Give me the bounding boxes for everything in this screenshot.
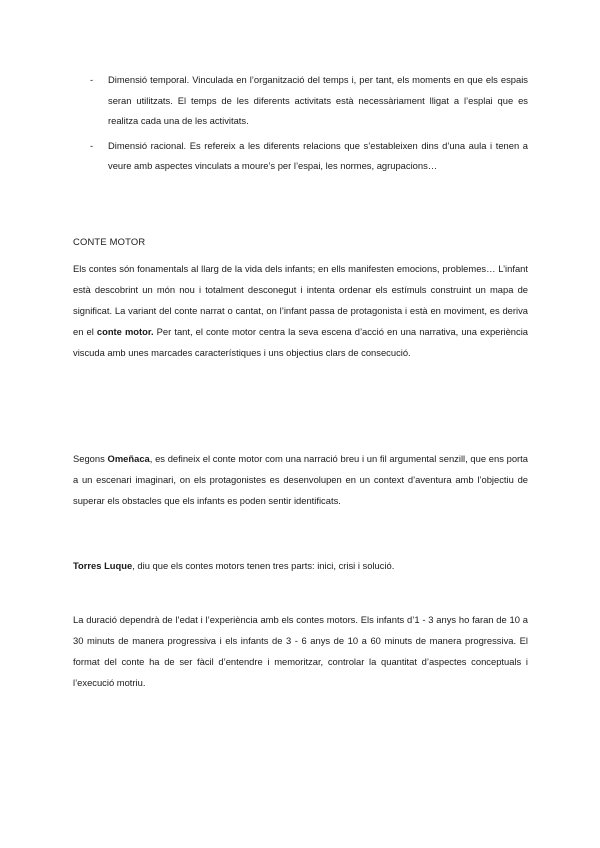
bold-author: Omeñaca [107,453,150,464]
paragraph-text: Els contes són fonamentals al llarg de la vida dels infants; en ells manifesten emocions, problemes… L’infant està descobrint un món nou i totalment desconegut i intenta ordenar els estímuls construint un mapa de significat. La variant del conte narrat o cantat, on l’infant passa de protagonista i està en moviment, es deriva en el [73,263,528,337]
bold-author: Torres Luque [73,560,133,571]
paragraph-text: , es defineix el conte motor com una narració breu i un fil argumental senzill, que ens porta a un escenari imaginari, on els protagonistes es desenvolupen en un context d’aventura amb l’objectiu de superar els obstacles que els infants es poden sentir identificats. [73,453,529,506]
dimension-list [90,70,528,181]
paragraph-contes [73,258,528,363]
paragraph-text: Per tant, el conte motor centra la seva escena d’acció en una narrativa, una experiència viscuda amb unes marcades característiques i uns objectius clars de consecució. [73,326,529,358]
paragraph-text: , diu que els contes motors tenen tres parts: inici, crisi i solució. [132,560,395,571]
list-dash: - [90,74,94,85]
list-item-racional [90,136,528,177]
list-item-text: Dimensió racional. Es refereix a les diferents relacions que s’estableixen dins d’una aula i tenen a veure amb aspectes vinculats a moure’s per l’espai, les normes, agrupacions… [108,139,528,172]
bold-term: conte motor. [96,326,154,337]
list-item-temporal [90,70,528,132]
paragraph-text: Segons [73,453,108,464]
list-item-text: Dimensió temporal. Vinculada en l’organització del temps i, per tant, els moments en que els espais seran utilitzats. El temps de les diferents activitats està necessàriament lligat a l’esplai que es realitza cada una de les activitats. [108,74,528,127]
paragraph-duracio: La duració dependrà de l’edat i l’experiència amb els contes motors. Els infants d’1 - 3 anys ho faran de 10 a 30 minuts de manera progressiva i els infants de 3 - 6 anys de 10 a 60 minuts de manera progressiva. El format del conte ha de ser fàcil d’entendre i memoritzar, controlar la quantitat d’aspectes conceptuals i l’execució motriu. [73,614,528,688]
paragraph-omenaca [73,448,528,511]
list-dash: - [90,139,94,151]
section-heading: CONTE MOTOR [73,236,146,247]
paragraph-torres-luque [73,555,528,576]
